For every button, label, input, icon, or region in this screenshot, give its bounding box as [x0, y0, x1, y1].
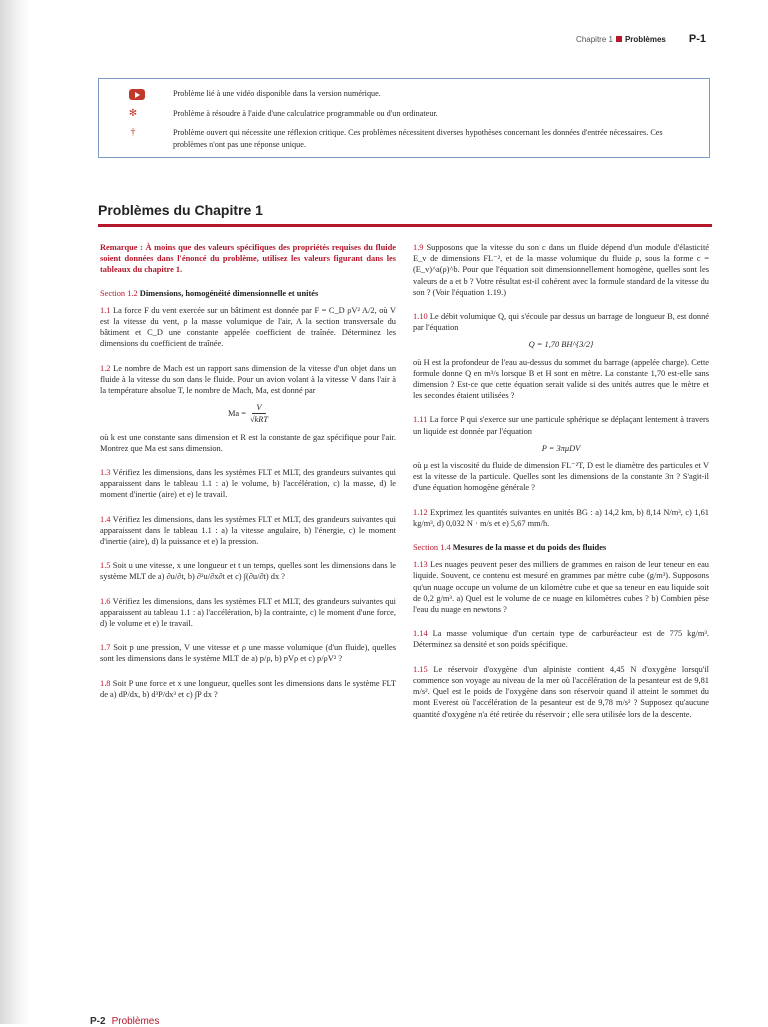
problem-1-13: [413, 559, 709, 615]
problem-number: 1.1: [100, 305, 111, 315]
problem-number: 1.10: [413, 312, 428, 322]
problem-number: 1.15: [413, 664, 428, 674]
chapter-title: Problèmes du Chapitre 1: [98, 202, 263, 218]
equation-lhs: Ma =: [227, 409, 246, 419]
problem-number: 1.8: [100, 678, 111, 688]
legend-text-open: Problème ouvert qui nécessite une réflexion critique. Ces problèmes nécessitent diverses hypothèses concernant les données d'entrée nécessaires. Ces problèmes n'ont pas une réponse unique.: [173, 128, 663, 149]
problem-1-11: [413, 414, 709, 493]
title-rule: [98, 224, 712, 227]
problem-text-after: où μ est la viscosité du fluide de dimension FL⁻²T, D est le diamètre des particules et V est la vitesse de la particule. Quelles sont les dimensions de la constante 3π ? S'agit-il d'une équation homogène générale ?: [413, 461, 709, 493]
section-heading-1-4: [413, 542, 709, 553]
problem-text: Vérifiez les dimensions, dans les systèmes FLT et MLT, des grandeurs suivantes qui apparaissent dans le tableau 1.1 : a) le volume, b) l'accélération, c) la masse, d) le moment d'inertie (aire) et e) le travail.: [100, 468, 396, 500]
equation-denominator: √kRT: [249, 415, 269, 425]
page-number: P-1: [688, 33, 706, 45]
problem-1-5: [100, 560, 396, 582]
next-page-footer: [90, 1016, 159, 1027]
footer-page-number: P-2: [90, 1016, 106, 1027]
problem-number: 1.13: [413, 560, 428, 570]
header-chapter: Chapitre 1: [576, 34, 613, 44]
icon-legend-box: [98, 78, 710, 158]
problem-text: La masse volumique d'un certain type de carburéacteur est de 775 kg/m³. Déterminez sa densité et son poids spécifique.: [413, 629, 710, 650]
header-section: Problèmes: [624, 34, 666, 44]
problem-1-6: [100, 596, 396, 630]
section-title: Mesures de la masse et du poids des fluides: [452, 543, 607, 553]
problem-number: 1.7: [100, 643, 111, 653]
equation-numerator: V: [252, 402, 265, 414]
problem-text: Vérifiez les dimensions, dans les systèmes FLT et MLT, des grandeurs suivantes qui apparaissent au tableau 1.1 : a) l'accélération, b) la contrainte, c) le moment d'une force, d) le volume et e) le travail.: [100, 596, 396, 629]
header-square-icon: [616, 36, 622, 42]
problem-number: 1.14: [413, 629, 428, 639]
section-label: Section 1.2: [100, 288, 138, 298]
problem-text: Soit u une vitesse, x une longueur et t un temps, quelles sont les dimensions dans le système MLT de a) ∂u/∂t, b) ∂²u/∂x∂t et c) ∫(∂u/∂t) dx ?: [100, 561, 396, 582]
problem-text-after: où k est une constante sans dimension et R est la constante de gaz spécifique pour l'air. Montrez que Ma est sans dimension.: [100, 432, 396, 453]
problem-number: 1.11: [413, 415, 428, 425]
problem-number: 1.5: [100, 561, 111, 571]
problem-1-3: [100, 467, 396, 501]
problem-number: 1.4: [100, 514, 111, 524]
problem-text: La force F du vent exercée sur un bâtiment est donnée par F = C_D ρV² A/2, où V est la vitesse du vent, ρ la masse volumique de l'air, A la section transversale du bâtiment et C_D une constante appelée coefficient de traînée. Déterminez les dimensions du coefficient de traînée.: [100, 305, 396, 349]
problem-1-1: [100, 305, 396, 350]
legend-text-calculator: Problème à résoudre à l'aide d'une calculatrice programmable ou d'un ordinateur.: [173, 109, 438, 118]
problem-text: Les nuages peuvent peser des milliers de grammes en raison de leur teneur en eau liquide. Souvent, ce contenu est mesuré en grammes par mètre cube (g/m³). Supposons qu'un nuage occupe un volume de un kilomètre cube et que sa teneur en eau liquide soit de 0,2 g/m³. a) Quel est le volume de ce nuage en kilomètres cubes ? b) Combien pèse l'eau du nuage en newtons ?: [413, 560, 709, 615]
problem-text-after: où H est la profondeur de l'eau au-dessus du sommet du barrage (appelée charge). Cette formule donne Q en m³/s lorsque B et H sont en mètre. La constante 1,70 est-elle sans dimension ? Est-ce que cette équation serait valide si des unités autres que le mètre et les secondes étaient utilisées ?: [413, 357, 709, 401]
problem-text: Soit P une force et x une longueur, quelles sont les dimensions dans le système FLT de a) dP/dx, b) d³P/dx³ et c) ∫P dx ?: [100, 678, 396, 699]
mach-equation: [100, 402, 396, 425]
problem-number: 1.6: [100, 596, 111, 606]
problem-text: Exprimez les quantités suivantes en unités BG : a) 14,2 km, b) 8,14 N/m³, c) 1,61 kg/m³, d) 0,032 N · m/s et e) 5,67 mm/h.: [413, 507, 709, 528]
book-spine-shadow: [0, 0, 30, 1024]
problem-text: Soit p une pression, V une vitesse et ρ une masse volumique (d'un fluide), quelles sont les dimensions dans le système MLT de a) p/ρ, b) pVρ et c) p/ρV² ?: [100, 643, 397, 664]
problem-1-8: [100, 678, 396, 700]
problem-text: Vérifiez les dimensions, dans les systèmes FLT et MLT, des grandeurs suivantes qui apparaissent dans le tableau 1.1 : a) la vitesse angulaire, b) l'énergie, c) le moment d'inertie (aire), d) la puissance et e) la pression.: [100, 514, 396, 547]
problem-number: 1.9: [413, 243, 424, 252]
problem-text: Supposons que la vitesse du son c dans un fluide dépend d'un module d'élasticité E_v de dimensions FL⁻², et de la masse volumique du fluide ρ, sous la forme c = (E_v)^a(ρ)^b. Pour que l'équation soit dimensionnellement homogène, quelles sont les valeurs de a et b ? Votre résultat est-il cohérent avec la formule standard de la vitesse du son ? (Voir l'équation 1.19.): [413, 243, 710, 297]
problem-number: 1.12: [413, 507, 428, 517]
problem-text: Le réservoir d'oxygène d'un alpiniste contient 4,45 N d'oxygène lorsqu'il commence son voyage au niveau de la mer où l'accélération de la pesanteur est de 9,81 m/s². Quel est le poids de l'oxygène dans son réservoir quand il atteint le sommet du mont Everest où l'accélération de la pesanteur est de 9,78 m/s² ? Supposez qu'aucune quantité d'oxygène n'a été retirée du réservoir ; elle sera utilisée lors de la descente.: [413, 664, 710, 719]
stokes-equation: P = 3πμDV: [541, 443, 581, 453]
legend-row-open: [127, 127, 687, 151]
problem-1-14: [413, 628, 709, 650]
problem-text: Le nombre de Mach est un rapport sans dimension de la vitesse d'un objet dans un fluide à la vitesse du son dans le fluide. Pour un avion volant à la vitesse V dans l'air à la température absolue T, le nombre de Mach, Ma, est donné par: [100, 363, 397, 396]
legend-row-calculator: [127, 108, 687, 120]
problem-number: 1.3: [100, 468, 111, 478]
problem-text: Le débit volumique Q, qui s'écoule par dessus un barrage de longueur B, est donné par l'équation: [413, 312, 710, 333]
section-title: Dimensions, homogénéité dimensionnelle et unités: [139, 288, 319, 298]
problem-1-10: [413, 311, 709, 401]
running-header: [576, 33, 706, 45]
problem-1-7: [100, 642, 396, 664]
right-column: [413, 242, 709, 733]
problem-1-9: [413, 242, 709, 298]
problem-text: La force P qui s'exerce sur une particule sphérique se déplaçant lentement à travers un liquide est donnée par l'équation: [413, 415, 710, 436]
section-heading-1-2: [100, 288, 396, 299]
dagger-icon: †: [130, 127, 136, 138]
remark-note: Remarque : À moins que des valeurs spécifiques des propriétés requises du fluide soient données dans l'énoncé du problème, utilisez les valeurs figurant dans les tableaux du chapitre 1.: [100, 243, 396, 275]
left-column: [100, 242, 396, 713]
footer-label: Problèmes: [111, 1016, 160, 1027]
problem-1-15: [413, 664, 709, 720]
weir-equation: Q = 1,70 BH^{3/2}: [528, 340, 594, 350]
asterisk-icon: ✻: [128, 108, 138, 119]
problem-1-12: [413, 507, 709, 529]
legend-text-video: Problème lié à une vidéo disponible dans la version numérique.: [173, 89, 381, 98]
problem-1-4: [100, 514, 396, 548]
problem-number: 1.2: [100, 363, 111, 373]
section-label: Section 1.4: [413, 543, 451, 553]
problem-1-2: [100, 363, 396, 454]
legend-row-video: [127, 88, 687, 100]
